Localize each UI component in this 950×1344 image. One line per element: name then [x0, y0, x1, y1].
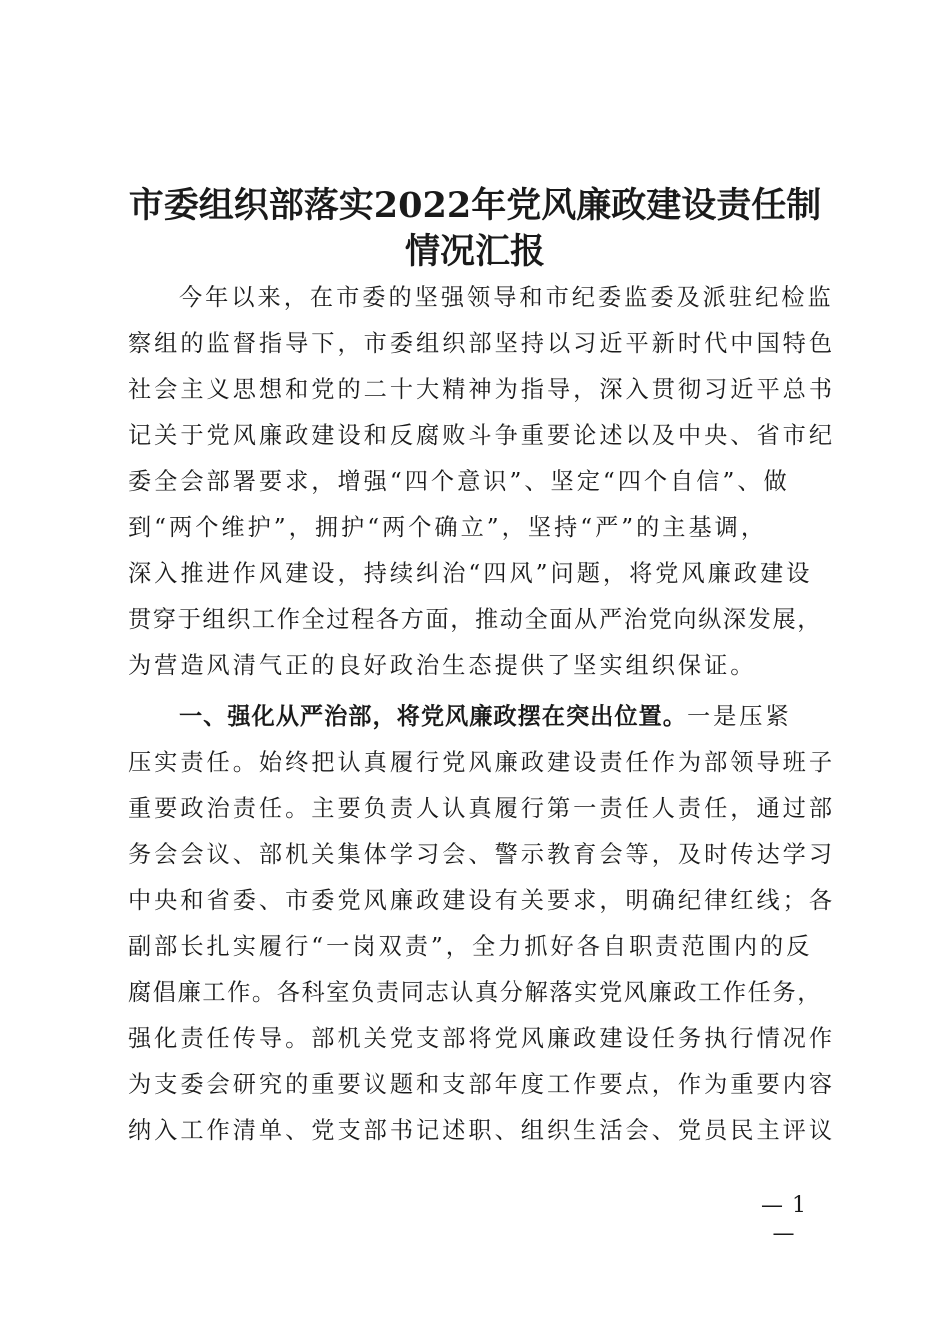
- paragraph-line: 今年以来，在市委的坚强领导和市纪委监委及派驻纪检监: [179, 284, 834, 311]
- paragraph-line: 压实责任。始终把认真履行党风廉政建设责任作为部领导班子: [128, 749, 836, 776]
- paragraph-line: 中央和省委、市委党风廉政建设有关要求，明确纪律红线；各: [128, 887, 836, 914]
- document-title-line-2: 情况汇报: [404, 231, 545, 272]
- section-1-first-line: [128, 694, 828, 740]
- paragraph-line: 腐倡廉工作。各科室负责同志认真分解落实党风廉政工作任务，: [128, 979, 823, 1006]
- document-title-line-1: 市委组织部落实2022年党风廉政建设责任制: [128, 185, 822, 226]
- paragraph-1: [128, 275, 836, 689]
- paragraph-line: 务会会议、部机关集体学习会、警示教育会等，及时传达学习: [128, 841, 836, 868]
- paragraph-line: 深入推进作风建设，持续纠治“四风”问题，将党风廉政建设: [128, 560, 813, 587]
- paragraph-line: 委全会部署要求，增强“四个意识”、坚定“四个自信”、做: [128, 468, 790, 495]
- paragraph-line: 为支委会研究的重要议题和支部年度工作要点，作为重要内容: [128, 1071, 836, 1098]
- paragraph-line: 贯穿于组织工作全过程各方面，推动全面从严治党向纵深发展，: [128, 606, 823, 633]
- paragraph-line: 到“两个维护”，拥护“两个确立”，坚持“严”的主基调，: [128, 514, 768, 541]
- paragraph-line: 察组的监督指导下，市委组织部坚持以习近平新时代中国特色: [128, 330, 836, 357]
- paragraph-line: 强化责任传导。部机关党支部将党风廉政建设任务执行情况作: [128, 1025, 836, 1052]
- paragraph-line: 社会主义思想和党的二十大精神为指导，深入贯彻习近平总书: [128, 376, 836, 403]
- paragraph-line: 重要政治责任。主要负责人认真履行第一责任人责任，通过部: [128, 795, 836, 822]
- paragraph-line: 副部长扎实履行“一岗双责”，全力抓好各自职责范围内的反: [128, 933, 813, 960]
- section-1-heading: 一、强化从严治部，将党风廉政摆在突出位置。: [179, 703, 687, 730]
- page-number: — 1 —: [761, 1193, 807, 1246]
- paragraph-line: 纳入工作清单、党支部书记述职、组织生活会、党员民主评议: [128, 1117, 836, 1144]
- paragraph-line: 记关于党风廉政建设和反腐败斗争重要论述以及中央、省市纪: [128, 422, 836, 449]
- section-1-first-line-rest: 一是压紧: [686, 703, 792, 730]
- paragraph-line: 为营造风清气正的良好政治生态提供了坚实组织保证。: [128, 652, 757, 679]
- section-1: [128, 694, 836, 1154]
